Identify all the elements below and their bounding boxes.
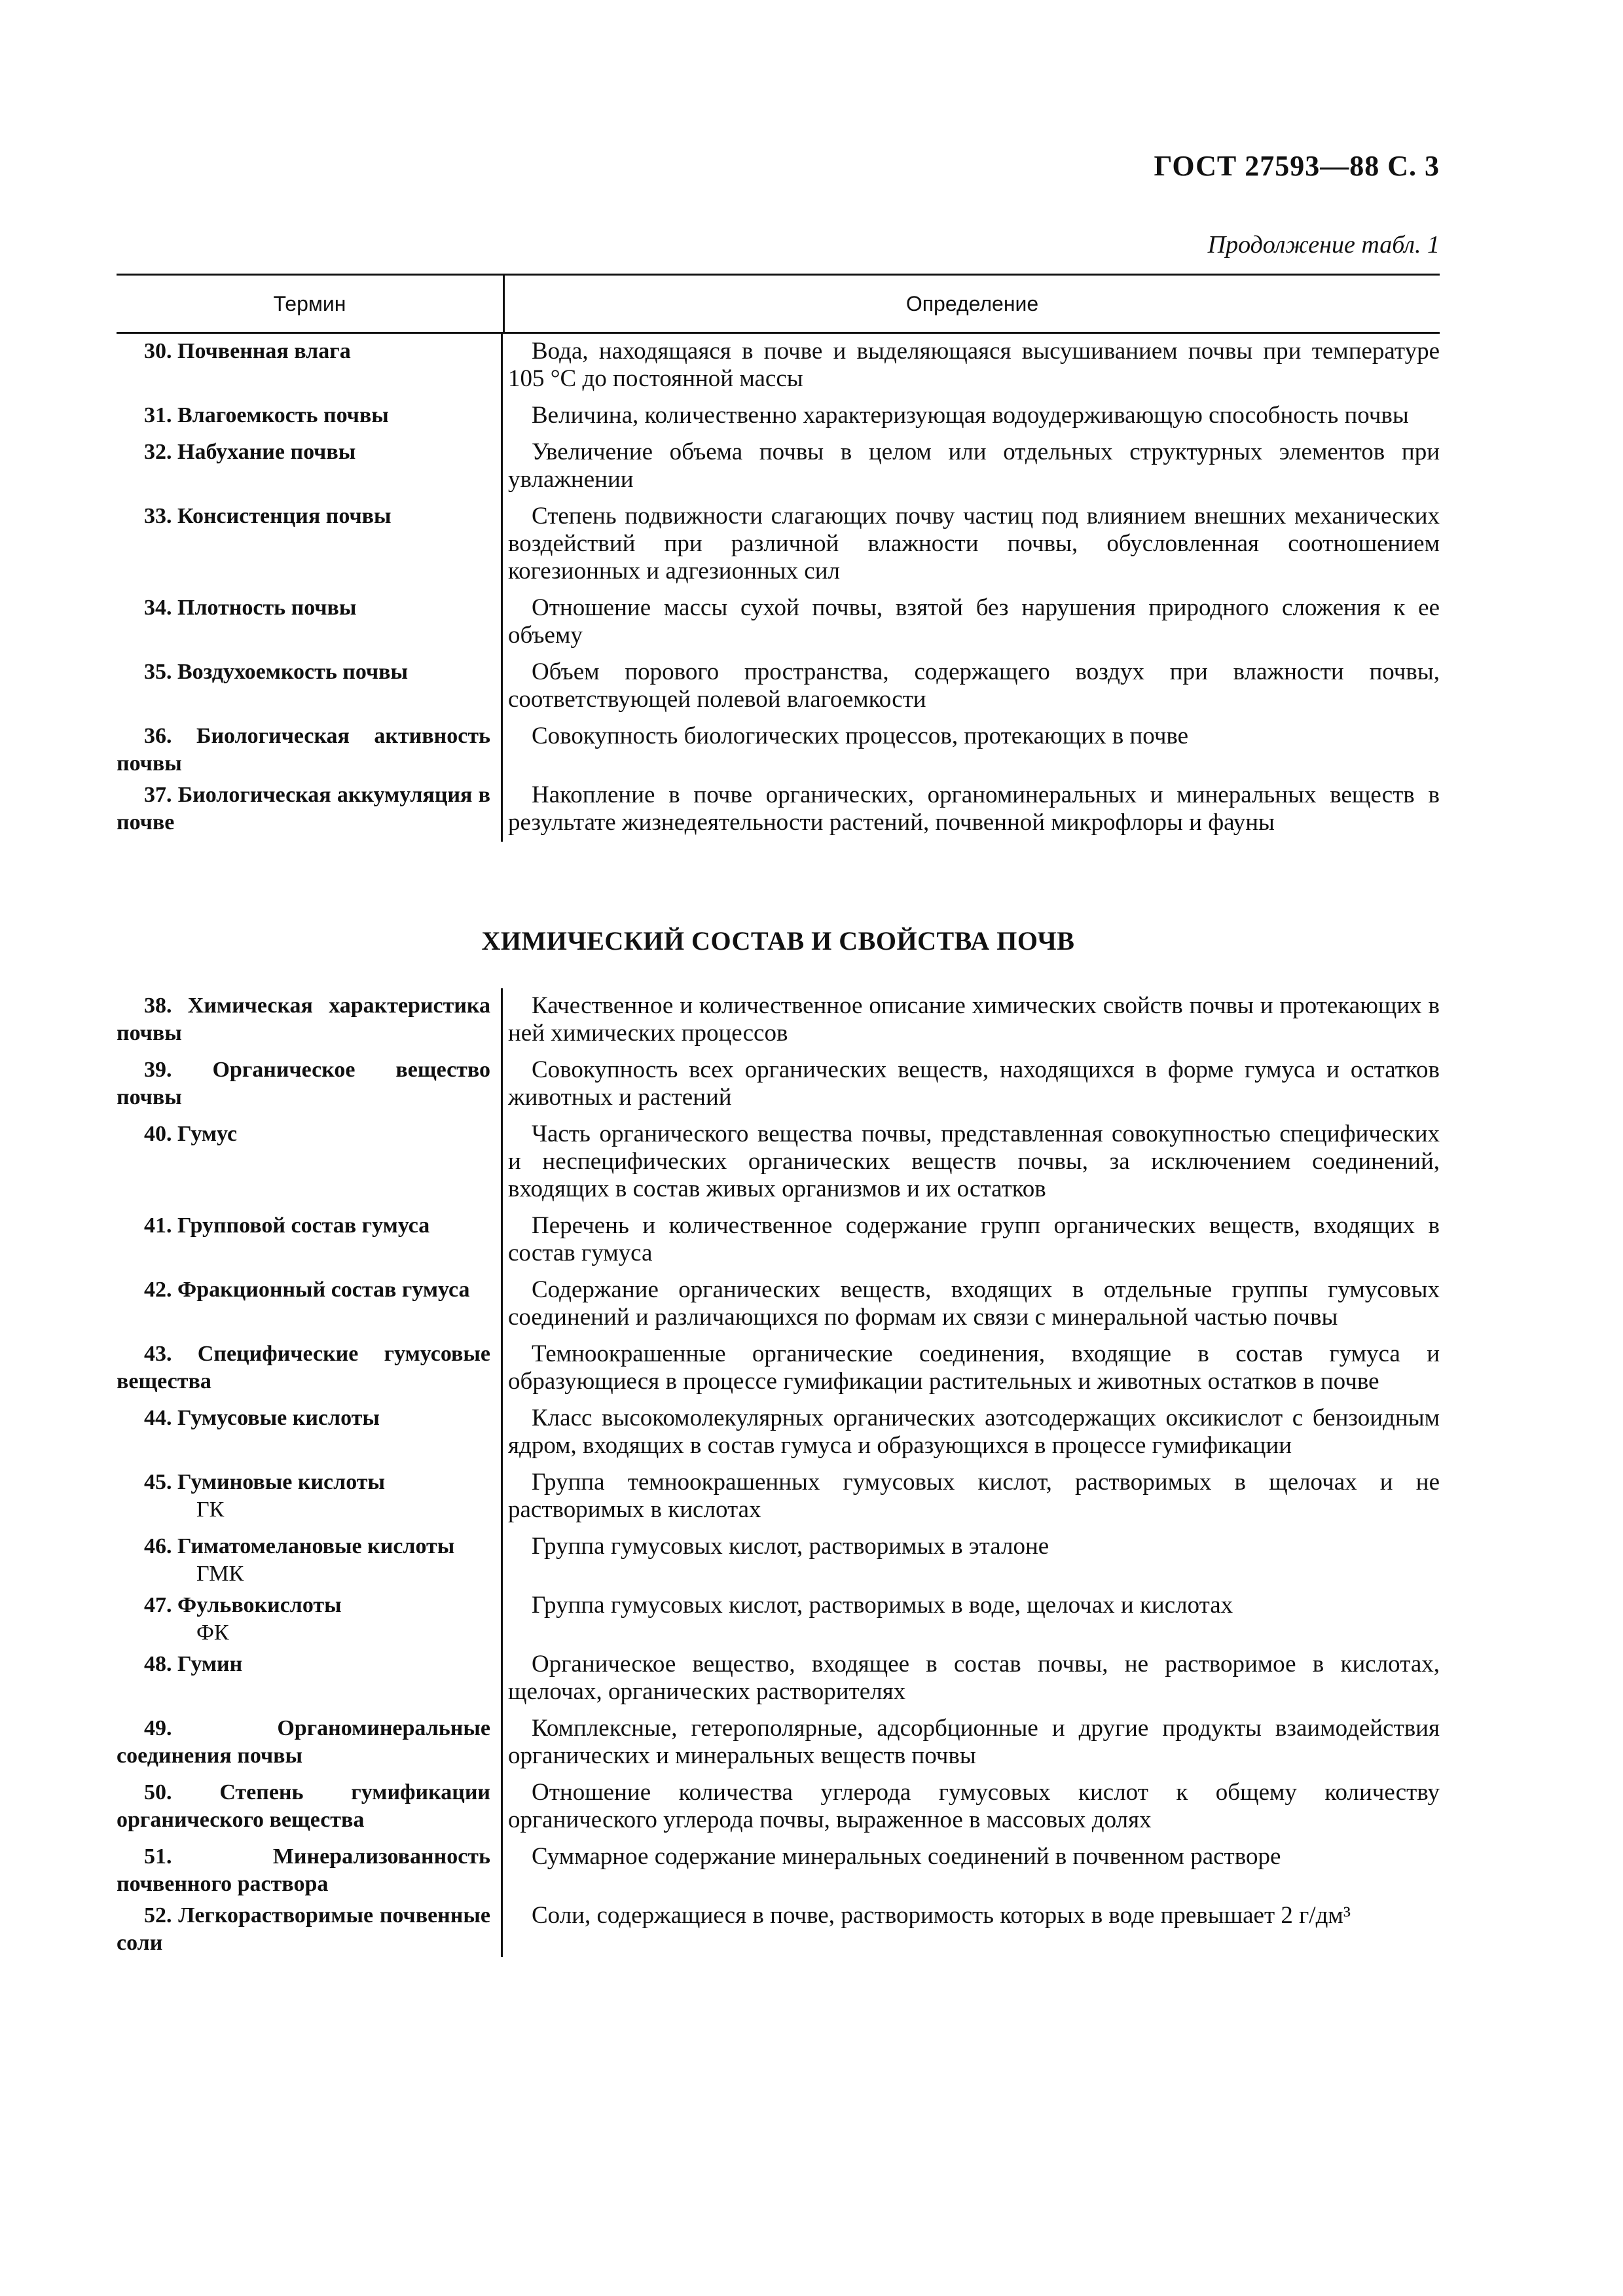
term-text: Степень гумификации органического вещества bbox=[117, 1780, 490, 1832]
term-number: 42. bbox=[144, 1278, 172, 1302]
definition-text: Класс высокомолекулярных органических азотсодержащих оксикислот с бензоидным ядром, входящих в состав гумуса и образующихся в процессе гумификации bbox=[508, 1405, 1440, 1459]
term-text: Органоминеральные соединения почвы bbox=[117, 1716, 490, 1768]
term-number: 44. bbox=[144, 1406, 172, 1430]
definition-cell bbox=[503, 719, 1440, 778]
definition-cell bbox=[503, 1272, 1440, 1336]
definition-text: Увеличение объема почвы в целом или отдельных структурных элементов при увлажнении bbox=[508, 439, 1440, 493]
definition-cell bbox=[503, 655, 1440, 719]
definition-text: Отношение количества углерода гумусовых кислот к общему количеству органического углерода почвы, выраженное в массовых долях bbox=[508, 1779, 1440, 1833]
section-title: ХИМИЧЕСКИЙ СОСТАВ И СВОЙСТВА ПОЧВ bbox=[481, 926, 1075, 956]
term-cell bbox=[117, 988, 503, 1052]
term-cell bbox=[117, 1208, 503, 1272]
definition-cell bbox=[503, 1647, 1440, 1711]
term-cell bbox=[117, 1588, 503, 1647]
table-row bbox=[117, 1647, 1440, 1711]
definition-cell bbox=[503, 398, 1440, 435]
term-abbreviation: ГМК bbox=[196, 1562, 244, 1586]
term-text: Групповой состав гумуса bbox=[177, 1213, 430, 1238]
term-number: 48. bbox=[144, 1652, 172, 1676]
table-header bbox=[117, 274, 1440, 334]
definition-text: Величина, количественно характеризующая водоудерживающую способность почвы bbox=[532, 402, 1409, 429]
term-text: Плотность почвы bbox=[177, 596, 357, 620]
term-text: Химическая характеристика почвы bbox=[117, 994, 490, 1045]
term-number: 43. bbox=[144, 1342, 172, 1366]
term-number: 45. bbox=[144, 1470, 172, 1494]
definition-cell bbox=[503, 499, 1440, 590]
definition-text: Содержание органических веществ, входящих в отдельные группы гумусовых соединений и различающихся по формам их связи с минеральной частью почвы bbox=[508, 1276, 1440, 1331]
definition-cell bbox=[503, 1839, 1440, 1898]
term-text: Минерализованность почвенного раствора bbox=[117, 1844, 490, 1896]
definition-cell bbox=[503, 1208, 1440, 1272]
term-abbreviation: ФК bbox=[196, 1621, 229, 1645]
column-header-term: Термин bbox=[117, 276, 505, 332]
term-cell bbox=[117, 778, 503, 842]
term-cell bbox=[117, 1711, 503, 1775]
definition-cell bbox=[503, 1401, 1440, 1465]
term-text: Набухание почвы bbox=[177, 440, 356, 464]
table-row bbox=[117, 778, 1440, 842]
definition-text: Суммарное содержание минеральных соединений в почвенном растворе bbox=[532, 1843, 1281, 1870]
term-number: 52. bbox=[144, 1903, 172, 1928]
table-row bbox=[117, 1052, 1440, 1117]
table-row bbox=[117, 1336, 1440, 1401]
definition-cell bbox=[503, 1117, 1440, 1208]
definition-text: Темноокрашенные органические соединения, входящие в состав гумуса и образующиеся в процессе гумификации растительных и животных остатков в почве bbox=[508, 1340, 1440, 1395]
term-cell bbox=[117, 719, 503, 778]
definition-cell bbox=[503, 1898, 1440, 1957]
definition-text: Вода, находящаяся в почве и выделяющаяся высушиванием почвы при температуре 105 °С до постоянной массы bbox=[508, 338, 1440, 392]
term-text: Гуминовые кислоты bbox=[177, 1470, 386, 1494]
term-cell bbox=[117, 334, 503, 398]
term-number: 51. bbox=[144, 1844, 172, 1869]
table-row bbox=[117, 1839, 1440, 1898]
term-text: Воздухоемкость почвы bbox=[177, 660, 409, 684]
table-row bbox=[117, 1272, 1440, 1336]
definition-text: Комплексные, гетерополярные, адсорбционные и другие продукты взаимодействия органических и минеральных веществ почвы bbox=[508, 1715, 1440, 1769]
term-cell bbox=[117, 655, 503, 719]
table-row bbox=[117, 1898, 1440, 1957]
table-row bbox=[117, 1401, 1440, 1465]
term-cell bbox=[117, 1839, 503, 1898]
definition-cell bbox=[503, 435, 1440, 499]
term-cell bbox=[117, 1647, 503, 1711]
term-text: Биологическая аккумуляция в почве bbox=[117, 783, 490, 834]
definition-text: Отношение массы сухой почвы, взятой без нарушения природного сложения к ее объему bbox=[508, 594, 1440, 649]
table-row bbox=[117, 1711, 1440, 1775]
table-rows bbox=[117, 334, 1440, 842]
definition-cell bbox=[503, 1775, 1440, 1839]
term-cell bbox=[117, 1117, 503, 1208]
page-header-gost: ГОСТ 27593—88 С. 3 bbox=[1154, 150, 1440, 182]
definition-text: Перечень и количественное содержание групп органических веществ, входящих в состав гумуса bbox=[508, 1212, 1440, 1266]
term-text: Гиматомелановые кислоты bbox=[177, 1534, 455, 1558]
term-text: Биологическая активность почвы bbox=[117, 724, 490, 776]
term-number: 50. bbox=[144, 1780, 172, 1804]
table-row bbox=[117, 590, 1440, 655]
table-row bbox=[117, 1529, 1440, 1588]
term-number: 33. bbox=[144, 504, 172, 528]
definition-cell bbox=[503, 778, 1440, 842]
definition-text: Группа темноокрашенных гумусовых кислот, растворимых в щелочах и не растворимых в кислотах bbox=[508, 1469, 1440, 1523]
term-number: 46. bbox=[144, 1534, 172, 1558]
term-number: 36. bbox=[144, 724, 172, 748]
term-number: 30. bbox=[144, 339, 172, 363]
term-number: 40. bbox=[144, 1122, 172, 1146]
table-row bbox=[117, 1465, 1440, 1529]
definition-text: Степень подвижности слагающих почву частиц под влиянием внешних механических воздействий при различной влажности почвы, обусловленная соотношением когезионных и адгезионных сил bbox=[508, 503, 1440, 584]
term-text: Гумусовые кислоты bbox=[177, 1406, 380, 1430]
term-abbreviation: ГК bbox=[196, 1498, 225, 1522]
term-text: Фульвокислоты bbox=[177, 1593, 342, 1617]
table-row bbox=[117, 334, 1440, 398]
term-cell bbox=[117, 590, 503, 655]
term-number: 34. bbox=[144, 596, 172, 620]
column-header-definition: Определение bbox=[905, 291, 1039, 315]
term-cell bbox=[117, 1775, 503, 1839]
term-cell bbox=[117, 435, 503, 499]
term-cell bbox=[117, 1898, 503, 1957]
term-cell bbox=[117, 1052, 503, 1117]
term-cell bbox=[117, 1529, 503, 1588]
term-cell bbox=[117, 499, 503, 590]
definition-cell bbox=[503, 1588, 1440, 1647]
table-rows bbox=[117, 988, 1440, 1957]
term-number: 39. bbox=[144, 1058, 172, 1082]
term-text: Гумин bbox=[177, 1652, 243, 1676]
table-continuation-note: Продолжение табл. 1 bbox=[1207, 231, 1440, 259]
definition-text: Соли, содержащиеся в почве, растворимость которых в воде превышает 2 г/дм³ bbox=[532, 1902, 1351, 1929]
term-text: Консистенция почвы bbox=[177, 504, 392, 528]
definition-cell bbox=[503, 988, 1440, 1052]
definition-cell bbox=[503, 1465, 1440, 1529]
term-text: Легкорастворимые почвенные соли bbox=[117, 1903, 490, 1955]
definition-text: Органическое вещество, входящее в состав почвы, не растворимое в кислотах, щелочах, органических растворителях bbox=[508, 1651, 1440, 1705]
term-text: Органическое вещество почвы bbox=[117, 1058, 490, 1109]
table-row bbox=[117, 1208, 1440, 1272]
term-cell bbox=[117, 1336, 503, 1401]
table-row bbox=[117, 499, 1440, 590]
definition-text: Часть органического вещества почвы, представленная совокупностью специфических и неспецифических органических веществ почвы, за исключением соединений, входящих в состав живых организмов и их остатков bbox=[508, 1121, 1440, 1202]
term-number: 35. bbox=[144, 660, 172, 684]
term-cell bbox=[117, 1465, 503, 1529]
definition-text: Группа гумусовых кислот, растворимых в эталоне bbox=[532, 1533, 1049, 1560]
definition-cell bbox=[503, 1711, 1440, 1775]
table-row bbox=[117, 1117, 1440, 1208]
table-row bbox=[117, 1775, 1440, 1839]
definition-text: Накопление в почве органических, органоминеральных и минеральных веществ в результате жизнедеятельности растений, почвенной микрофлоры и фауны bbox=[508, 781, 1440, 836]
table-row bbox=[117, 435, 1440, 499]
definition-cell bbox=[503, 1052, 1440, 1117]
term-text: Фракционный состав гумуса bbox=[177, 1278, 470, 1302]
table-row bbox=[117, 988, 1440, 1052]
definition-text: Объем порового пространства, содержащего воздух при влажности почвы, соответствующей полевой влагоемкости bbox=[508, 658, 1440, 713]
term-number: 38. bbox=[144, 994, 172, 1018]
term-cell bbox=[117, 398, 503, 435]
definition-text: Совокупность биологических процессов, протекающих в почве bbox=[532, 723, 1189, 749]
definition-text: Совокупность всех органических веществ, находящихся в форме гумуса и остатков животных и растений bbox=[508, 1056, 1440, 1111]
term-text: Специфические гумусовые вещества bbox=[117, 1342, 491, 1393]
definition-cell bbox=[503, 590, 1440, 655]
table-row bbox=[117, 719, 1440, 778]
table-row bbox=[117, 655, 1440, 719]
table-row bbox=[117, 1588, 1440, 1647]
term-number: 31. bbox=[144, 403, 172, 427]
term-text: Влагоемкость почвы bbox=[177, 403, 389, 427]
term-number: 49. bbox=[144, 1716, 172, 1740]
term-number: 32. bbox=[144, 440, 172, 464]
term-text: Почвенная влага bbox=[177, 339, 351, 363]
definition-cell bbox=[503, 1336, 1440, 1401]
term-cell bbox=[117, 1401, 503, 1465]
term-number: 41. bbox=[144, 1213, 172, 1238]
definition-text: Группа гумусовых кислот, растворимых в воде, щелочах и кислотах bbox=[532, 1592, 1233, 1619]
definition-cell bbox=[503, 334, 1440, 398]
term-text: Гумус bbox=[177, 1122, 238, 1146]
definition-cell bbox=[503, 1529, 1440, 1588]
terms-table-part2 bbox=[117, 988, 1440, 1957]
table-row bbox=[117, 398, 1440, 435]
term-number: 47. bbox=[144, 1593, 172, 1617]
term-number: 37. bbox=[144, 783, 172, 807]
terms-table-part1 bbox=[117, 274, 1440, 842]
term-cell bbox=[117, 1272, 503, 1336]
definition-text: Качественное и количественное описание химических свойств почвы и протекающих в ней химических процессов bbox=[508, 992, 1440, 1047]
